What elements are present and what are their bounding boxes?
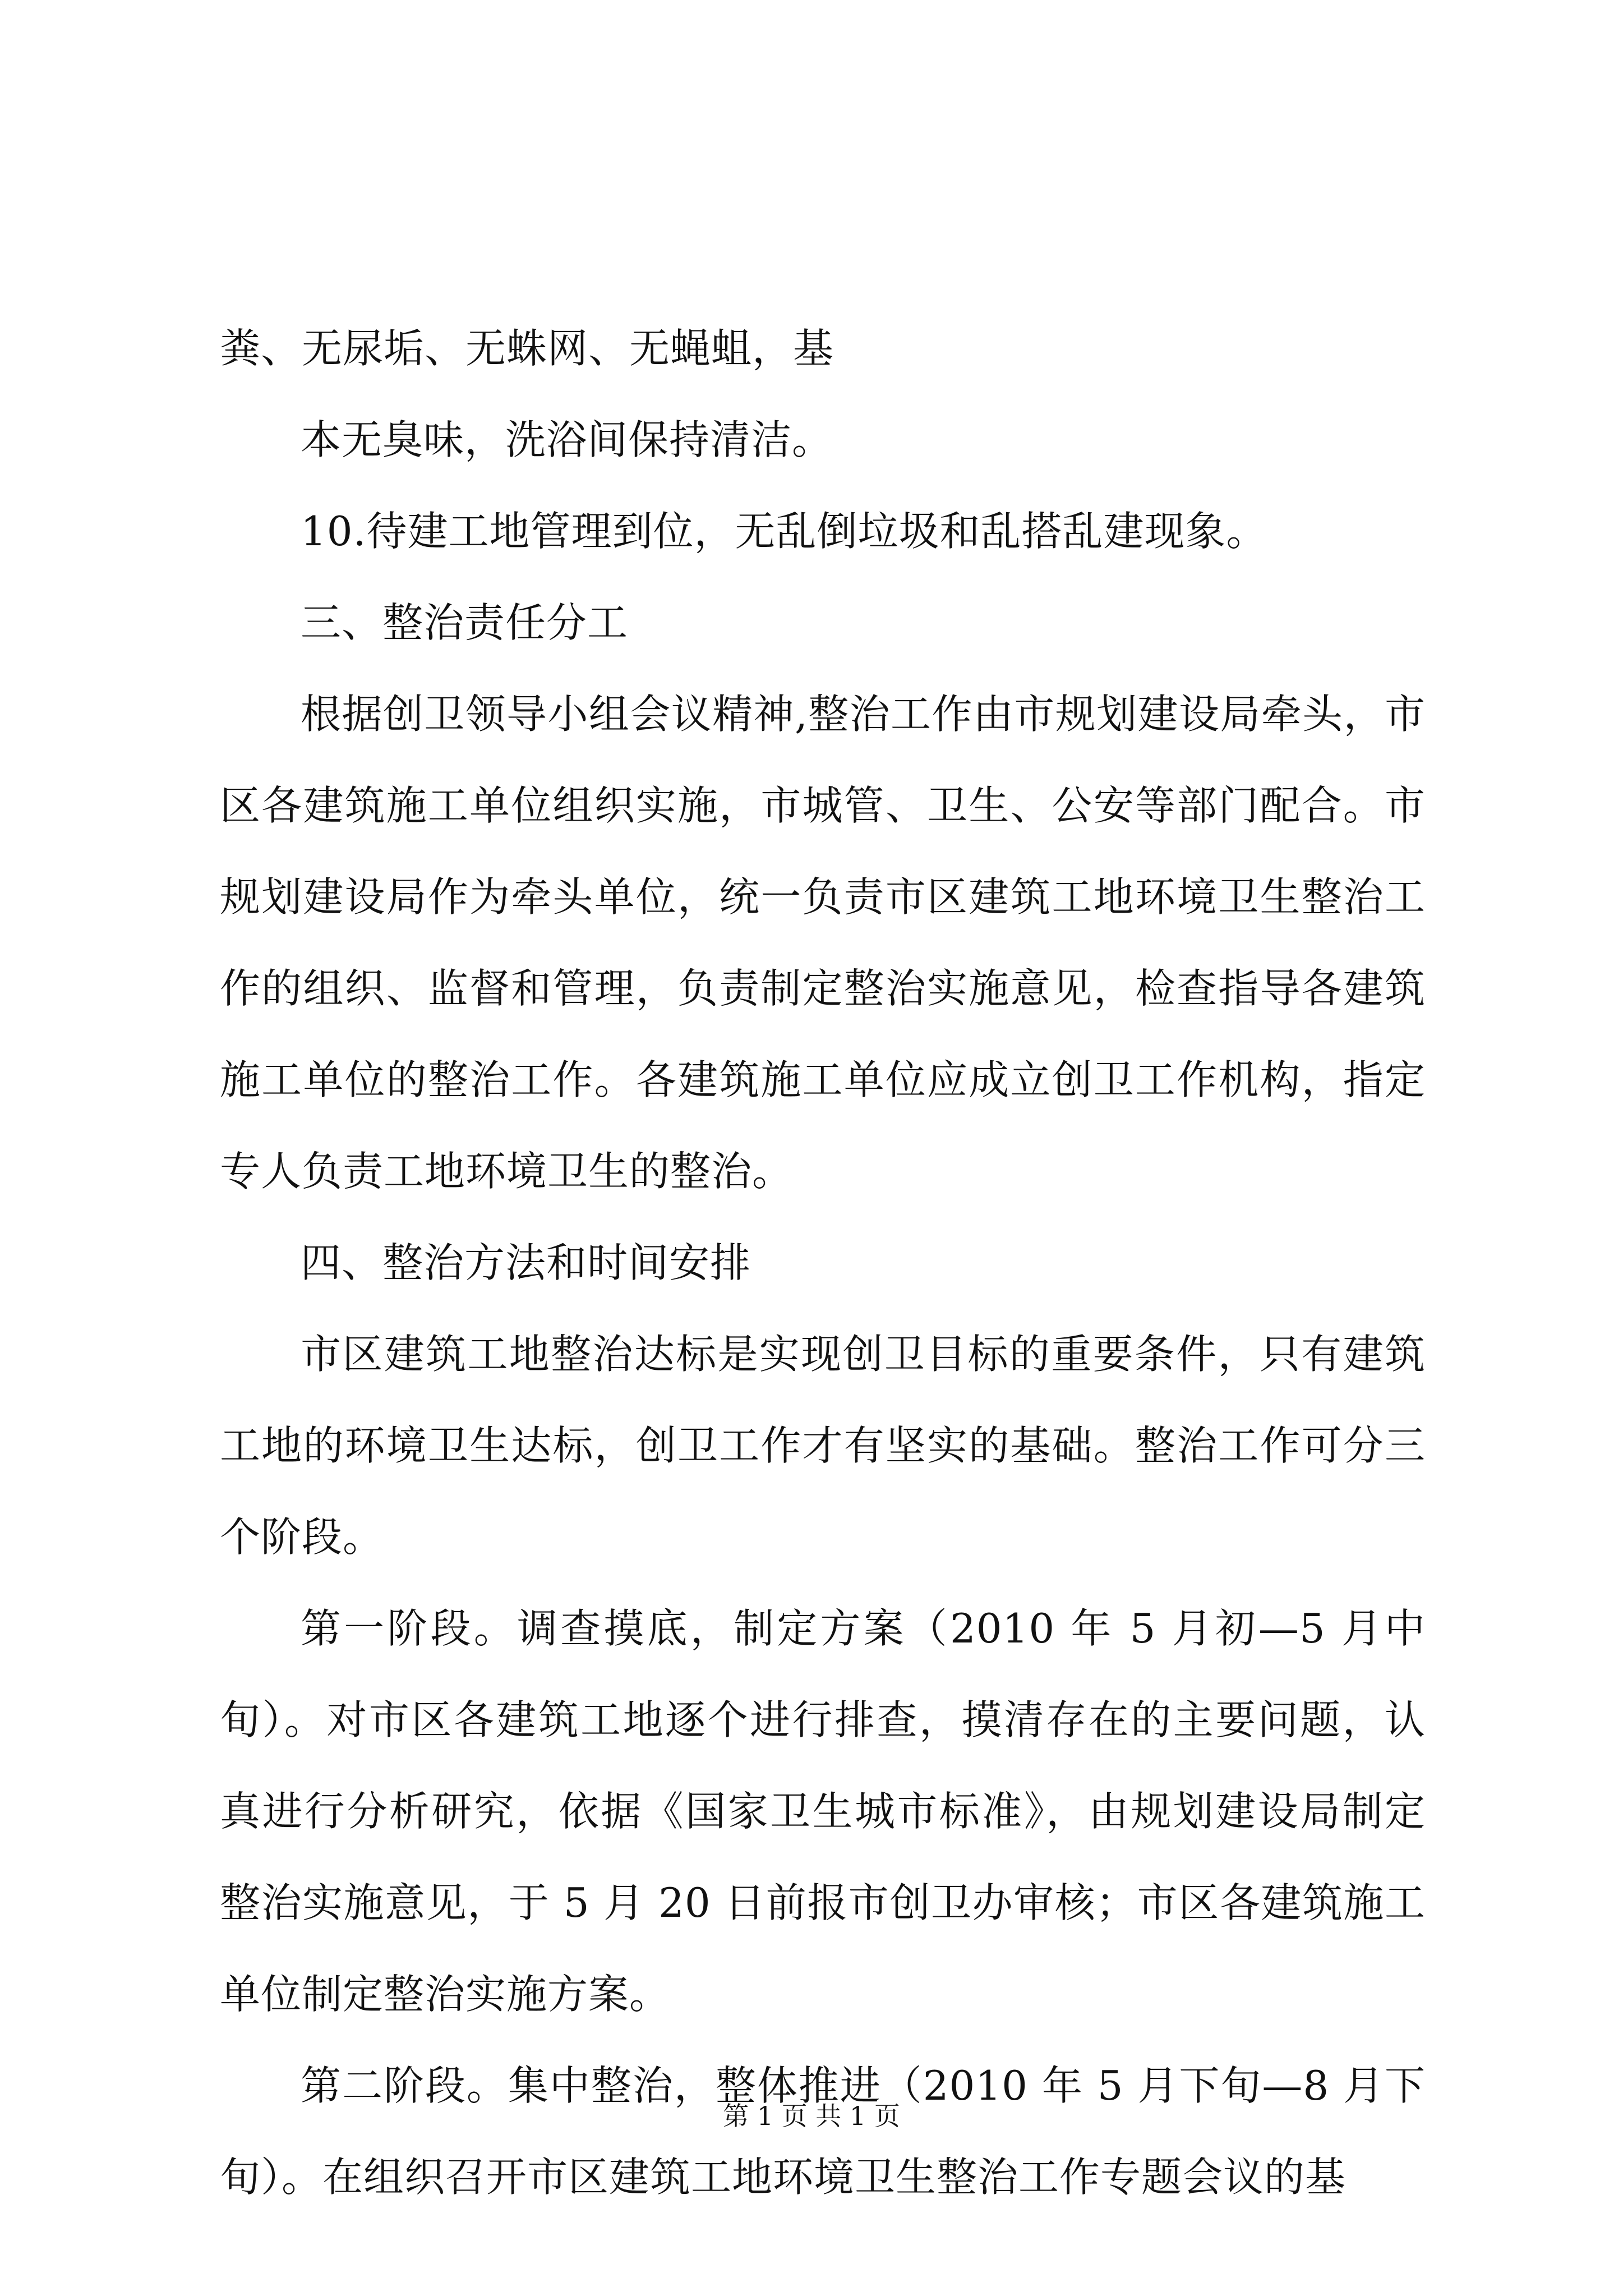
paragraph-phase-two: 第二阶段。集中整治，整体推进（2010 年 5 月下旬—8 月下旬）。在组织召开市区建筑工地环境卫生整治工作专题会议的基 <box>220 2062 1426 2201</box>
paragraph-item-9-end: 本无臭味，洗浴间保持清洁。 <box>301 416 833 463</box>
section-heading-responsibilities: 三、整治责任分工 <box>301 599 629 646</box>
paragraph-item-10: 10.待建工地管理到位，无乱倒垃圾和乱搭乱建现象。 <box>301 508 1267 555</box>
section-heading-methods-schedule: 四、整治方法和时间安排 <box>301 1239 751 1286</box>
paragraph-responsibilities: 根据创卫领导小组会议精神,整治工作由市规划建设局牵头，市区各建筑施工单位组织实施，市城管、卫生、公安等部门配合。市规划建设局作为牵头单位，统一负责市区建筑工地环境卫生整治工作的组织、监督和管理，负责制定整治实施意见，检查指导各建筑施工单位的整治工作。各建筑施工单位应成立创卫工作机构，指定专人负责工地环境卫生的整治。 <box>220 691 1426 1195</box>
document-body <box>220 303 1426 2223</box>
paragraph-methods-intro: 市区建筑工地整治达标是实现创卫目标的重要条件，只有建筑工地的环境卫生达标，创卫工作才有坚实的基础。整治工作可分三个阶段。 <box>220 1331 1426 1561</box>
page-footer: 第 1 页 共 1 页 <box>723 2101 900 2131</box>
paragraph-continuation: 粪、无尿垢、无蛛网、无蝇蛆，基 <box>220 325 834 372</box>
paragraph-phase-one: 第一阶段。调查摸底，制定方案（2010 年 5 月初—5 月中旬）。对市区各建筑工地逐个进行排查，摸清存在的主要问题，认真进行分析研究，依据《国家卫生城市标准》，由规划建设局制定整治实施意见，于 5 月 20 日前报市创卫办审核；市区各建筑施工单位制定整治实施方案。 <box>220 1605 1426 2018</box>
